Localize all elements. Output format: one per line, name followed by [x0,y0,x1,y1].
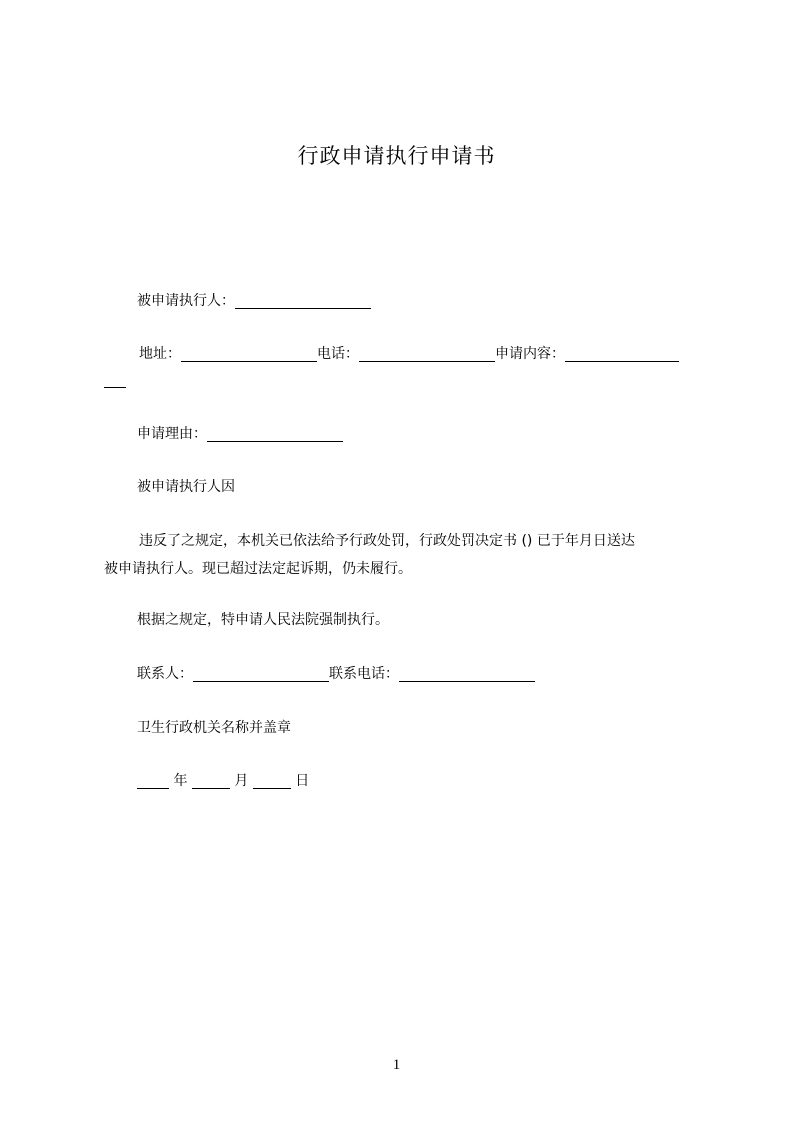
address-line [104,340,739,368]
phone-label: 电话： [317,346,359,362]
month-label: 月 [234,773,249,789]
year-label: 年 [173,773,188,789]
day-blank [253,772,291,789]
authority-seal-line: 卫生行政机关名称并盖章 [137,720,291,736]
respondent-cause-line: 被申请执行人因 [137,479,235,495]
contact-phone-blank [399,665,535,682]
respondent-label: 被申请执行人： [137,293,235,309]
reason-label: 申请理由： [137,426,207,442]
content-label: 申请内容： [495,346,565,362]
reason-blank [207,425,343,442]
document-title: 行政申请执行申请书 [297,144,496,168]
content-continuation-line [104,366,704,394]
address-label: 地址： [139,346,181,362]
contact-phone-label: 联系电话： [329,666,399,682]
address-blank [181,345,317,362]
date-line [104,767,737,795]
contact-label: 联系人： [137,666,193,682]
basis-line: 根据之规定，特申请人民法院强制执行。 [137,612,389,628]
violation-line-1: 违反了之规定，本机关已依法给予行政处罚，行政处罚决定书 () 已于年月日送达 [139,533,635,549]
contact-blank [193,665,329,682]
month-blank [192,772,230,789]
page-number: 1 [392,1057,401,1073]
respondent-line [104,287,737,315]
reason-line [104,420,737,448]
day-label: 日 [295,773,310,789]
phone-blank [359,345,495,362]
contact-line [104,660,737,688]
violation-line-2: 被申请执行人。现已超过法定起诉期，仍未履行。 [104,561,412,577]
content-blank-continued [104,371,126,388]
content-blank [565,345,679,362]
respondent-blank [235,292,371,309]
year-blank [137,772,169,789]
